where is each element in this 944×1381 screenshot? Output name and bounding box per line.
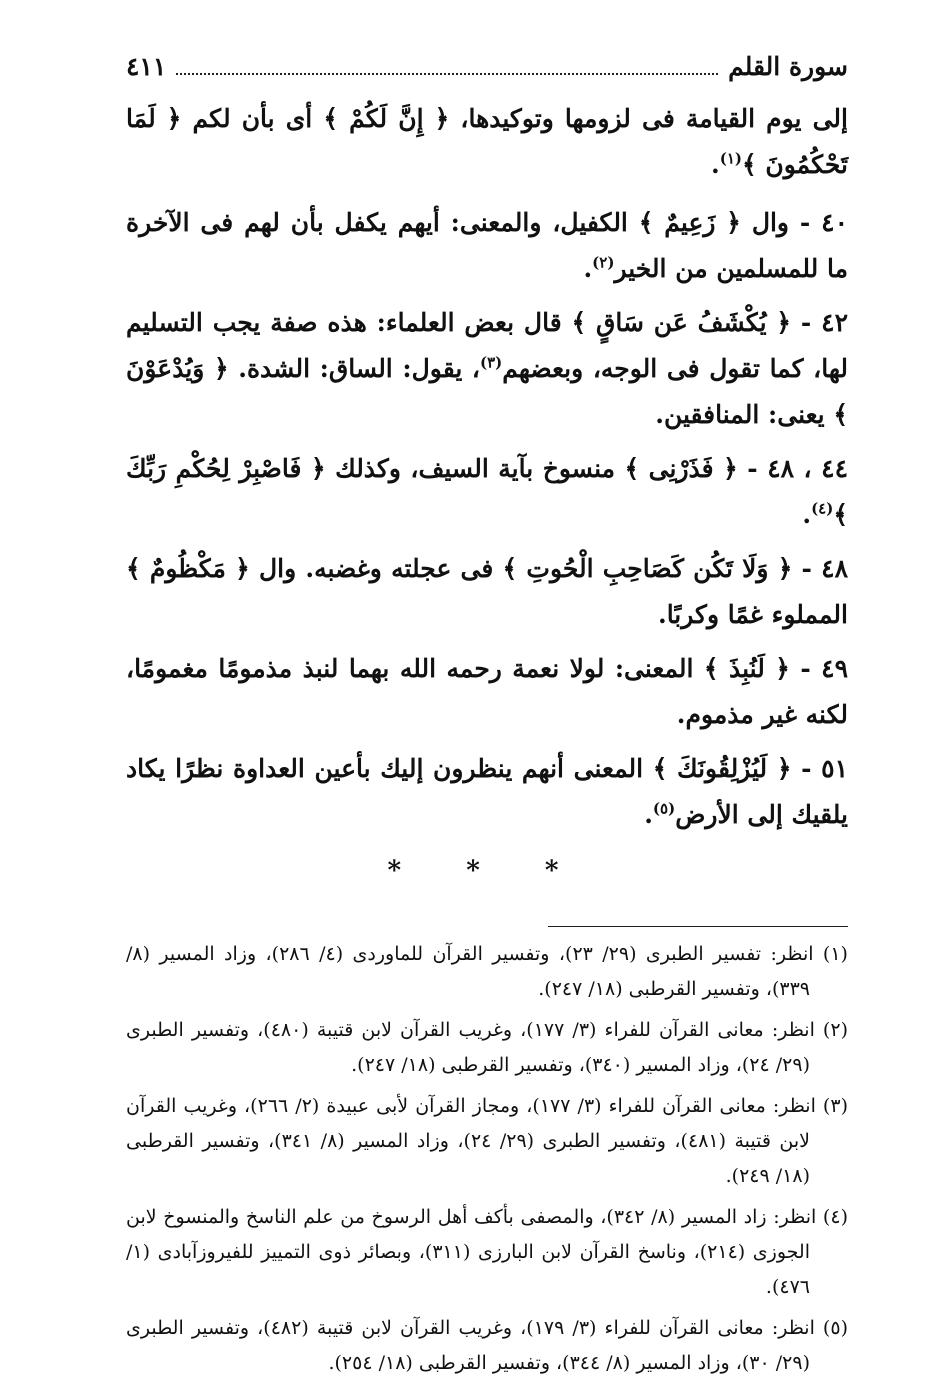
paragraph-3	[126, 300, 848, 438]
paragraph-4	[126, 446, 848, 538]
surah-title: سورة القلم	[728, 52, 848, 81]
section-separator: * * *	[387, 856, 587, 886]
footnote-2: (٢) انظر: معانى القرآن للفراء (٣/ ١٧٧)، وغريب القرآن لابن قتيبة (٤٨٠)، وتفسير الطبرى (٢٩/ ٢٤)، وزاد المسير (٣٤٠)، وتفسير القرطبى (١٨/ ٢٤٧).	[126, 1019, 848, 1076]
paragraph-7	[126, 746, 848, 838]
footnote-ref: (٤)	[811, 499, 834, 518]
paragraph-end: .	[583, 254, 593, 283]
paragraph-text: ٤٩ - ﴿ لَنُبِذَ ﴾ المعنى: لولا نعمة رحمه الله بهما لنبذ مذمومًا مغمومًا، لكنه غير مذموم.	[126, 654, 848, 729]
footnote-3: (٣) انظر: معانى القرآن للفراء (٣/ ١٧٧)، ومجاز القرآن لأبى عبيدة (٢/ ٢٦٦)، وغريب القرآن لابن قتيبة (٤٨١)، وتفسير الطبرى (٢٩/ ٢٤)، وزاد المسير (٨/ ٣٤١)، وتفسير القرطبى (١٨/ ٢٤٩).	[126, 1095, 848, 1187]
paragraph-text: ٤٢ - ﴿ يُكْشَفُ عَن سَاقٍ ﴾ قال بعض العلماء: هذه صفة يجب التسليم لها، كما تقول فى الوجه، وبعضهم	[126, 308, 848, 383]
paragraph-text: ٤٨ - ﴿ وَلَا تَكُن كَصَاحِبِ الْحُوتِ ﴾ فى عجلته وغضبه. وال ﴿ مَكْظُومٌ ﴾ المملوء غمًا وكربًا.	[126, 554, 848, 629]
footnote-ref: (٢)	[592, 253, 615, 272]
running-header	[126, 52, 848, 96]
footnotes	[126, 937, 848, 1381]
footnote-ref: (١)	[719, 149, 743, 168]
paragraph-5	[126, 546, 848, 638]
page-number: ٤١١	[126, 52, 167, 81]
paragraph-end: .	[711, 150, 720, 179]
footnote-5: (٥) انظر: معانى القرآن للفراء (٣/ ١٧٩)، وغريب القرآن لابن قتيبة (٤٨٢)، وتفسير الطبرى (٢٩/ ٣٠)، وزاد المسير (٨/ ٣٤٤)، وتفسير القرطبى (١٨/ ٢٥٤).	[126, 1317, 848, 1374]
paragraph-1	[126, 96, 848, 188]
header-dot-leader	[176, 63, 718, 75]
footnote-4: (٤) انظر: زاد المسير (٨/ ٣٤٢)، والمصفى بأكف أهل الرسوخ من علم الناسخ والمنسوخ لابن الجوزى (٢١٤)، وناسخ القرآن لابن البارزى (٣١١)، وبصائر ذوى التمييز للفيروزآبادى (١/ ٤٧٦).	[126, 1206, 848, 1298]
paragraph-2	[126, 200, 848, 292]
paragraph-text: ٥١ - ﴿ لَيُزْلِقُونَكَ ﴾ المعنى أنهم ينظرون إليك بأعين العداوة نظرًا يكاد يلقيك إلى الأرض	[126, 754, 848, 829]
paragraph-6	[126, 646, 848, 738]
paragraph-text: ٤٠ - وال ﴿ زَعِيمٌ ﴾ الكفيل، والمعنى: أيهم يكفل بأن لهم فى الآخرة ما للمسلمين من الخير	[126, 208, 848, 283]
footnote-ref: (٣)	[479, 353, 503, 372]
main-text	[126, 96, 848, 838]
footnote-ref: (٥)	[652, 799, 676, 818]
paragraph-end: .	[802, 500, 812, 529]
footnote-divider	[548, 926, 848, 927]
paragraph-text: ٤٤ ، ٤٨ - ﴿ فَذَرْنِى ﴾ منسوخ بآية السيف، وكذلك ﴿ فَاصْبِرْ لِحُكْمِ رَبِّكَ ﴾	[126, 454, 848, 529]
footnote-1: (١) انظر: تفسير الطبرى (٢٩/ ٢٣)، وتفسير القرآن للماوردى (٤/ ٢٨٦)، وزاد المسير (٨/ ٣٣٩)، وتفسير القرطبى (١٨/ ٢٤٧).	[126, 943, 848, 1000]
paragraph-text: إلى يوم القيامة فى لزومها وتوكيدها، ﴿ إِنَّ لَكُمْ ﴾ أى بأن لكم ﴿ لَمَا تَحْكُمُونَ ﴾	[126, 104, 848, 179]
paragraph-end: ، يقول: الساق: الشدة. ﴿ وَيُدْعَوْنَ ﴾ يعنى: المنافقين.	[126, 354, 848, 429]
paragraph-end: .	[644, 800, 653, 829]
